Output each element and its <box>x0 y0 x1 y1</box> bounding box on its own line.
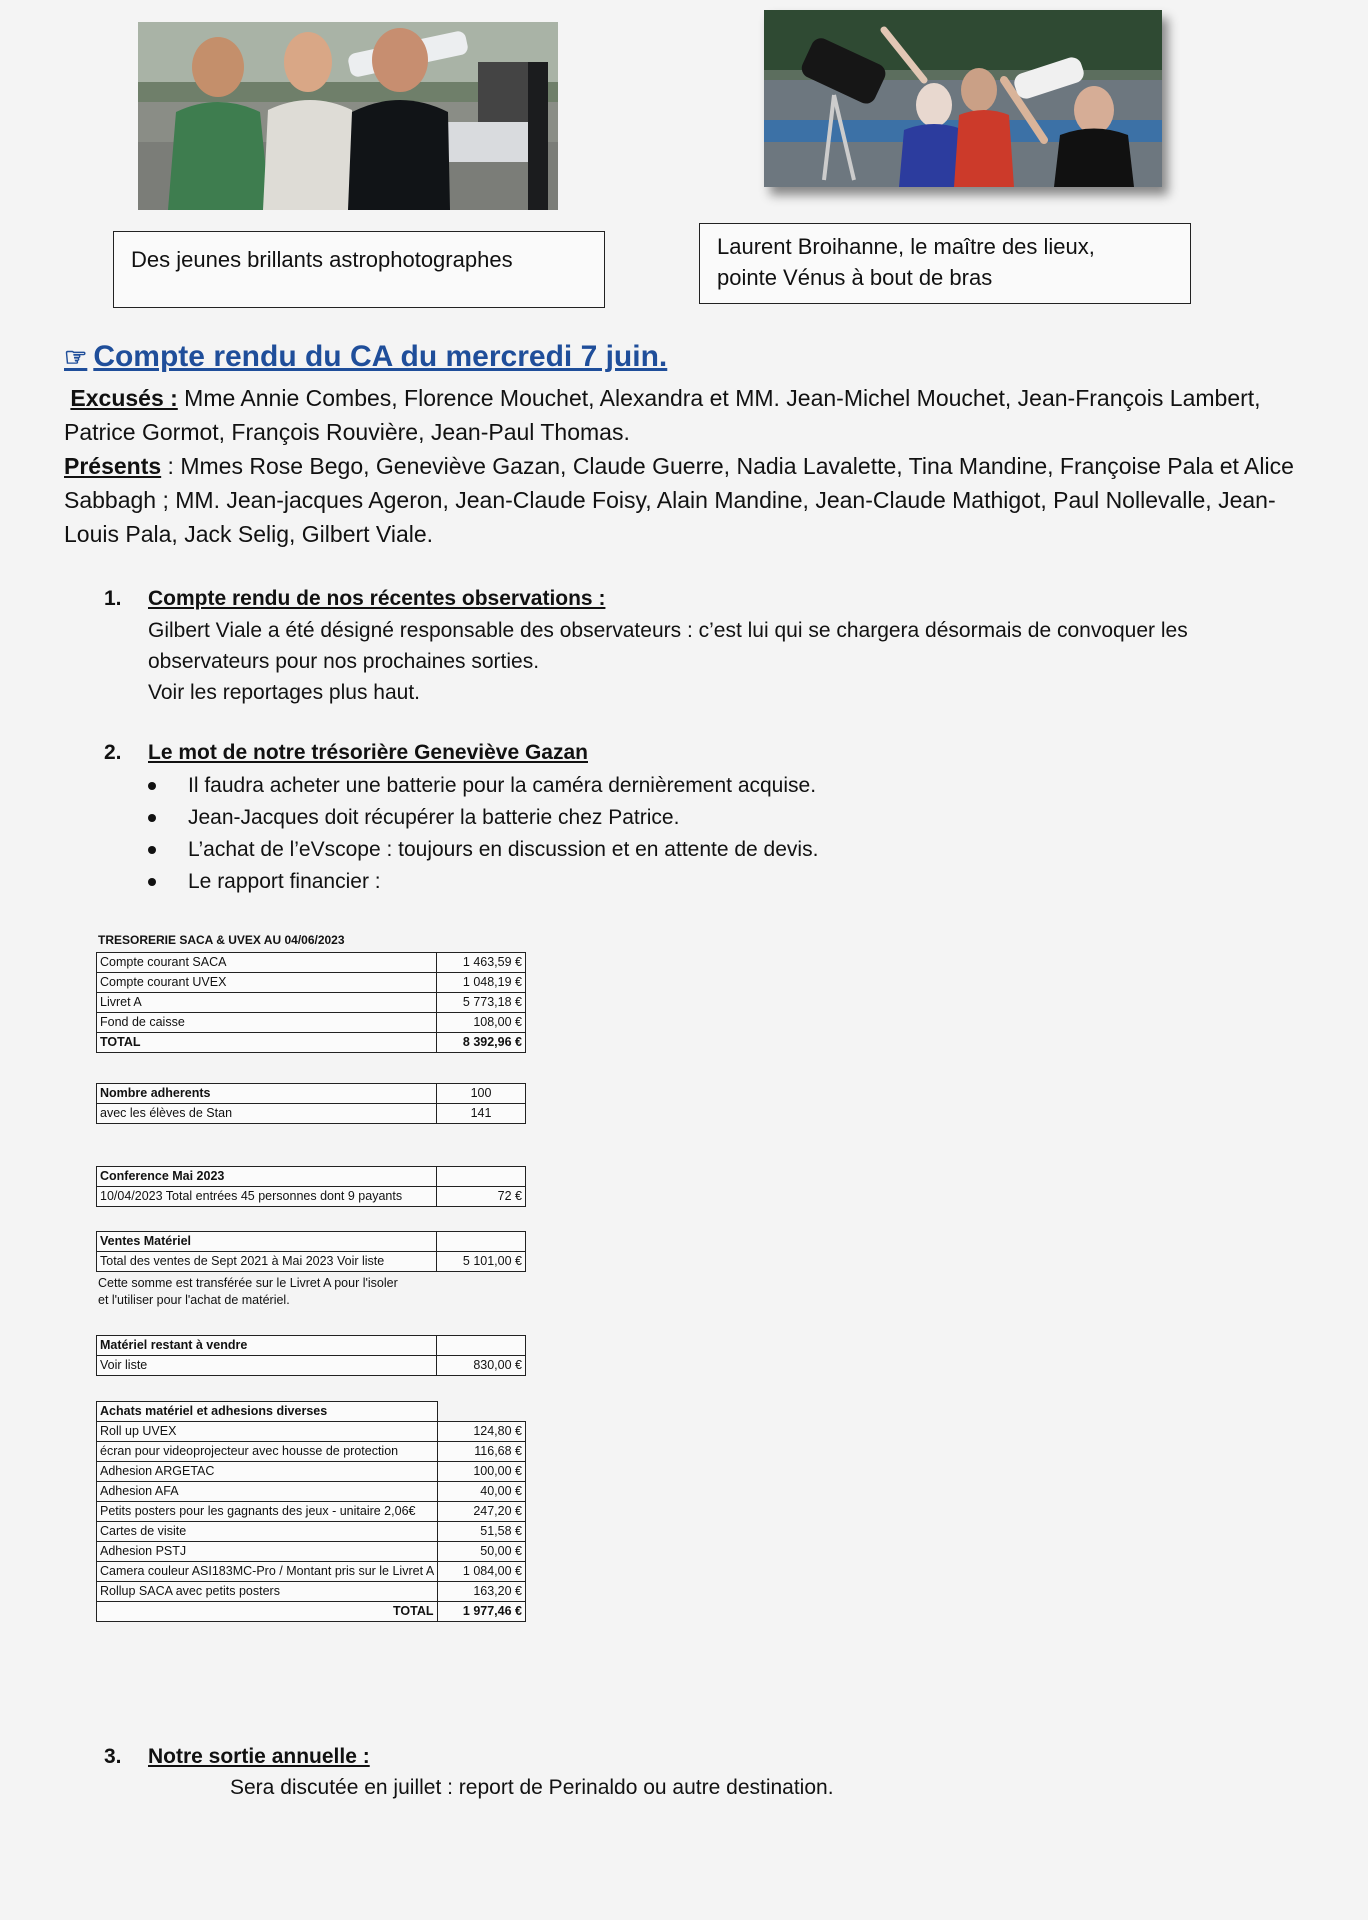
heading-text: Compte rendu du CA du mercredi 7 juin. <box>93 340 668 373</box>
table-row: Adhesion AFA 40,00 € <box>97 1482 526 1502</box>
section-1-text <box>148 615 1298 708</box>
section-3-title: Notre sortie annuelle : <box>148 1745 370 1768</box>
photo-venus-pointing <box>764 10 1162 187</box>
table-row: TOTAL 8 392,96 € <box>97 1033 526 1053</box>
conference-table <box>96 1166 526 1207</box>
table-row: Compte courant UVEX 1 048,19 € <box>97 973 526 993</box>
table-row: 10/04/2023 Total entrées 45 personnes dont 9 payants 72 € <box>97 1187 526 1207</box>
table-row: Fond de caisse 108,00 € <box>97 1013 526 1033</box>
section-1-number: 1. <box>104 587 122 610</box>
caption-line-1: Laurent Broihanne, le maître des lieux, <box>717 234 1095 259</box>
finance-title: TRESORERIE SACA & UVEX AU 04/06/2023 <box>98 933 345 947</box>
section-1-title: Compte rendu de nos récentes observations : <box>148 587 606 610</box>
table-row: Total des ventes de Sept 2021 à Mai 2023 Voir liste 5 101,00 € <box>97 1252 526 1272</box>
photo-caption-2 <box>699 223 1191 304</box>
table-row: Rollup SACA avec petits posters 163,20 € <box>97 1582 526 1602</box>
caption-text: Des jeunes brillants astrophotographes <box>131 247 513 272</box>
table-row: avec les élèves de Stan 141 <box>97 1104 526 1124</box>
table-row: Petits posters pour les gagnants des jeux - unitaire 2,06€ 247,20 € <box>97 1502 526 1522</box>
table-row: écran pour videoprojecteur avec housse de protection 116,68 € <box>97 1442 526 1462</box>
remaining-table <box>96 1335 526 1376</box>
section-2-number: 2. <box>104 741 122 764</box>
table-row: Livret A 5 773,18 € <box>97 993 526 1013</box>
table-row: Adhesion ARGETAC 100,00 € <box>97 1462 526 1482</box>
section-1-line-1: Gilbert Viale a été désigné responsable des observateurs : c’est lui qui se chargera désormais de convoquer les observateurs pour nos prochaines sorties. <box>148 619 1188 673</box>
excuses-text: Mme Annie Combes, Florence Mouchet, Alexandra et MM. Jean-Michel Mouchet, Jean-François Lambert, Patrice Gormot, François Rouvière, Jean-Paul Thomas. <box>64 385 1261 445</box>
section-3-number: 3. <box>104 1745 122 1768</box>
sales-table <box>96 1231 526 1272</box>
photo-caption-1 <box>113 231 605 308</box>
table-row: Roll up UVEX 124,80 € <box>97 1422 526 1442</box>
section-3-text: Sera discutée en juillet : report de Perinaldo ou autre destination. <box>230 1776 834 1799</box>
page-title <box>64 340 667 374</box>
table-row: Achats matériel et adhesions diverses <box>97 1402 526 1422</box>
caption-line-2: pointe Vénus à bout de bras <box>717 265 993 290</box>
table-row: Nombre adherents 100 <box>97 1084 526 1104</box>
table-row: Matériel restant à vendre <box>97 1336 526 1356</box>
purchases-table <box>96 1401 526 1622</box>
excuses-paragraph <box>64 381 1304 449</box>
photo-young-astrophotographers <box>138 22 558 210</box>
table-row: Ventes Matériel <box>97 1232 526 1252</box>
presents-text: : Mmes Rose Bego, Geneviève Gazan, Claude Guerre, Nadia Lavalette, Tina Mandine, Françoise Pala et Alice Sabbagh ; MM. Jean-jacques Ageron, Jean-Claude Foisy, Alain Mandine, Jean-Claude Mathigot, Paul Nollevalle, Jean-Louis Pala, Jack Selig, Gilbert Viale. <box>64 453 1294 547</box>
table-row: Conference Mai 2023 <box>97 1167 526 1187</box>
sales-note: Cette somme est transférée sur le Livret A pour l'isoler et l'utiliser pour l'achat de matériel. <box>98 1276 398 1307</box>
pointing-hand-icon: ☞ <box>64 342 88 372</box>
members-table <box>96 1083 526 1124</box>
table-row: Adhesion PSTJ 50,00 € <box>97 1542 526 1562</box>
accounts-table <box>96 952 526 1053</box>
section-1-line-2: Voir les reportages plus haut. <box>148 681 420 704</box>
presents-paragraph <box>64 449 1304 551</box>
excuses-label: Excusés : <box>70 385 178 411</box>
section-2-title: Le mot de notre trésorière Geneviève Gazan <box>148 741 588 764</box>
table-row: Voir liste 830,00 € <box>97 1356 526 1376</box>
table-row: TOTAL 1 977,46 € <box>97 1602 526 1622</box>
table-row: Compte courant SACA 1 463,59 € <box>97 953 526 973</box>
presents-label: Présents <box>64 453 162 479</box>
table-row: Camera couleur ASI183MC-Pro / Montant pris sur le Livret A 1 084,00 € <box>97 1562 526 1582</box>
table-row: Cartes de visite 51,58 € <box>97 1522 526 1542</box>
